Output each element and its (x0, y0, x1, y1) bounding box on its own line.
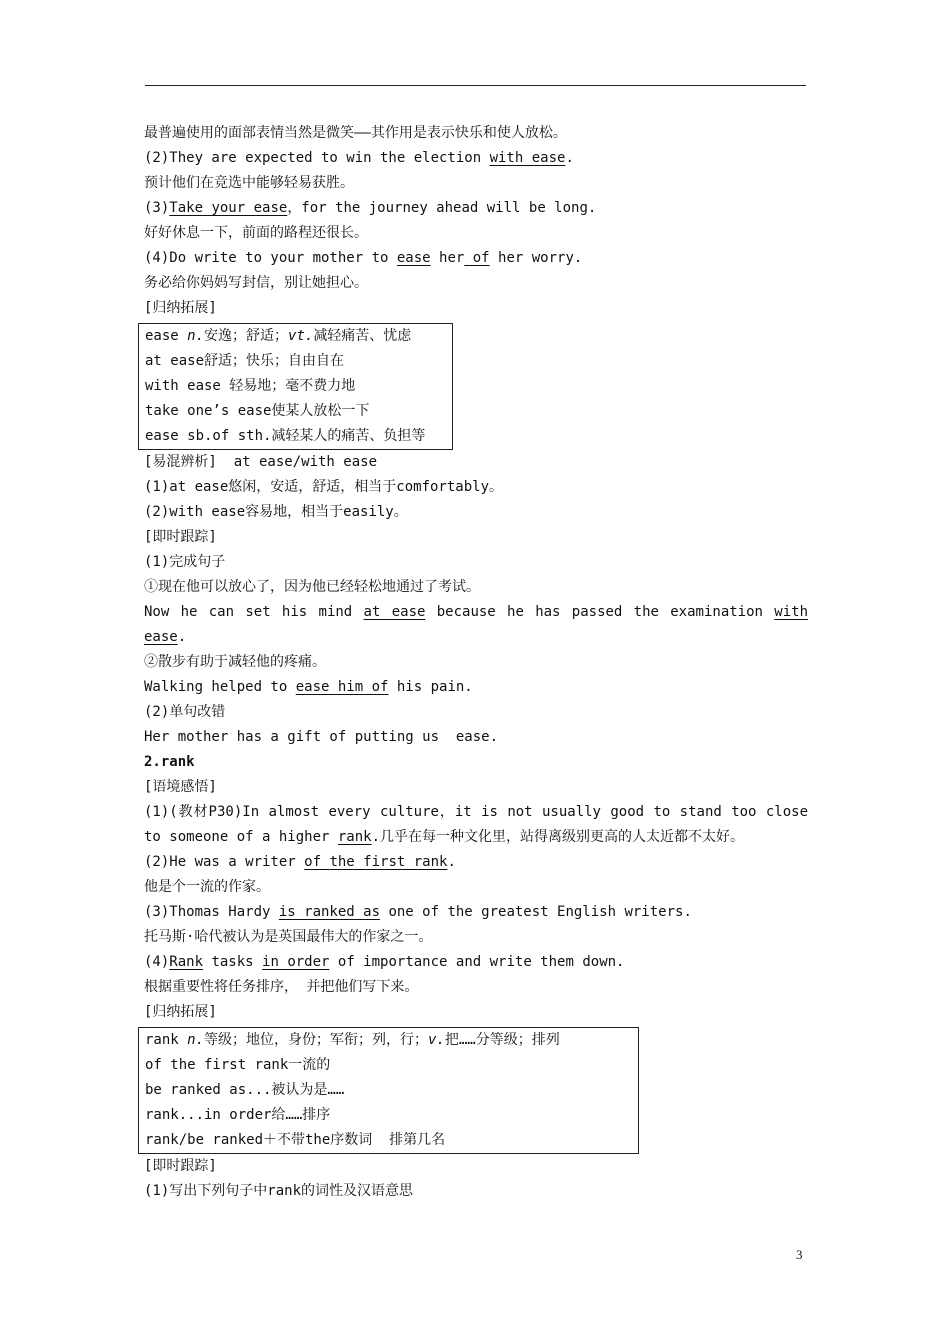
answer-underlined: of (464, 250, 490, 266)
answer-underlined: at ease (363, 604, 426, 620)
section-label: [归纳拓展] (144, 300, 217, 316)
text-span: 安逸；舒适； (204, 328, 289, 344)
text-span: (2)They are expected to win the election (144, 150, 490, 166)
text-span: ，for the journey ahead will be long. (287, 200, 597, 216)
pos-abbrev: n. (187, 328, 205, 344)
box-line: of the first rank一流的 (145, 1057, 331, 1073)
text-span: rank (145, 1032, 188, 1048)
text-span: 等级；地位，身份；军衔；列，行； (204, 1032, 429, 1048)
text-span: Walking helped to (144, 679, 296, 695)
text-line (144, 950, 808, 975)
text-span: .几乎在每一种文化里，站得离级别更高的人太近都不太好。 (371, 829, 745, 845)
answer-underlined: rank (337, 829, 372, 845)
text-span: his pain. (388, 679, 473, 695)
text-line: 他是个一流的作家。 (144, 879, 270, 895)
pos-abbrev: v. (428, 1032, 445, 1048)
text-line (144, 675, 808, 700)
text-span: (3) (144, 200, 170, 216)
text-line: 务必给你妈妈写封信，别让她担心。 (144, 275, 368, 291)
text-line: (1)at ease悠闲，安适，舒适，相当于comfortably。 (144, 479, 504, 495)
answer-underlined: Rank (169, 954, 204, 970)
section-label: [即时跟踪] (144, 1158, 217, 1174)
answer-underlined: with (774, 604, 808, 620)
document-body (144, 121, 808, 1204)
box-line (145, 1028, 638, 1053)
text-line (144, 196, 808, 221)
text-span: Now he can set his mind (144, 604, 364, 620)
text-span: . (177, 629, 187, 645)
text-line (144, 900, 808, 925)
text-span: (2)He was a writer (144, 854, 305, 870)
text-line: Her mother has a gift of putting us ease. (144, 729, 499, 745)
text-span: because he has passed the examination (436, 604, 775, 620)
box-line (145, 324, 452, 349)
text-line (144, 850, 808, 875)
box-line: at ease舒适；快乐；自由自在 (145, 353, 345, 369)
answer-underlined: of the first rank (304, 854, 448, 870)
text-span: tasks (203, 954, 263, 970)
text-line: (2)单句改错 (144, 704, 226, 720)
box-line: rank...in order给……排序 (145, 1107, 331, 1123)
text-span: to someone of a higher (144, 829, 338, 845)
text-line: (1)写出下列句子中rank的词性及汉语意思 (144, 1183, 414, 1199)
section-label: [易混辨析] at ease/with ease (144, 454, 378, 470)
text-line (144, 625, 808, 650)
answer-underlined: ease him of (295, 679, 389, 695)
text-span: ease (145, 328, 188, 344)
section-label: [语境感悟] (144, 779, 217, 795)
text-line: (1)完成句子 (144, 554, 226, 570)
answer-underlined: with ease (489, 150, 566, 166)
text-span: her worry. (489, 250, 583, 266)
box-line: rank/be ranked＋不带the序数词 排第几名 (145, 1132, 446, 1148)
text-line: 最普遍使用的面部表情当然是微笑——其作用是表示快乐和使人放松。 (144, 125, 567, 141)
text-line (144, 600, 808, 625)
answer-underlined: ease (144, 629, 178, 645)
text-span: 把……分等级；排列 (444, 1032, 560, 1048)
section-label: [归纳拓展] (144, 1004, 217, 1020)
text-span: one of the greatest English writers. (380, 904, 692, 920)
answer-underlined: is ranked as (278, 904, 381, 920)
section-label: [即时跟踪] (144, 529, 217, 545)
text-span: . (447, 854, 456, 870)
text-line: 托马斯·哈代被认为是英国最伟大的作家之一。 (144, 929, 433, 945)
text-span: her (430, 250, 465, 266)
text-span: of importance and write them down. (329, 954, 625, 970)
page-number: 3 (796, 1247, 803, 1262)
text-span: (3)Thomas Hardy (144, 904, 279, 920)
text-line: (2)with ease容易地，相当于easily。 (144, 504, 408, 520)
text-line: 好好休息一下，前面的路程还很长。 (144, 225, 368, 241)
text-span: (4)Do write to your mother to (144, 250, 397, 266)
item-heading: 2.rank (144, 754, 195, 770)
text-line (144, 246, 808, 271)
text-span: 减轻痛苦、忧虑 (313, 328, 412, 344)
answer-underlined: Take your ease (169, 200, 288, 216)
text-span: (4) (144, 954, 170, 970)
pos-abbrev: n. (187, 1032, 205, 1048)
summary-box-rank (138, 1027, 639, 1154)
box-line: be ranked as...被认为是…… (145, 1082, 345, 1098)
text-line: ①现在他可以放心了，因为他已经轻松地通过了考试。 (144, 579, 480, 595)
text-line: 根据重要性将任务排序， 并把他们写下来。 (144, 979, 419, 995)
answer-underlined: in order (262, 954, 330, 970)
text-line (144, 825, 808, 850)
box-line: with ease 轻易地；毫不费力地 (145, 378, 356, 394)
text-line: 预计他们在竞选中能够轻易获胜。 (144, 175, 354, 191)
summary-box-ease (138, 323, 453, 450)
text-line (144, 146, 808, 171)
box-line: ease sb.of sth.减轻某人的痛苦、负担等 (145, 428, 426, 444)
pos-abbrev: vt. (288, 328, 314, 344)
answer-underlined: ease (396, 250, 431, 266)
header-rule (145, 85, 806, 86)
text-span: . (565, 150, 574, 166)
box-line: take one’s ease使某人放松一下 (145, 403, 370, 419)
text-line: (1)(教材P30)In almost every culture，it is not usually good to stand too close (144, 804, 808, 820)
text-line: ②散步有助于减轻他的疼痛。 (144, 654, 326, 670)
